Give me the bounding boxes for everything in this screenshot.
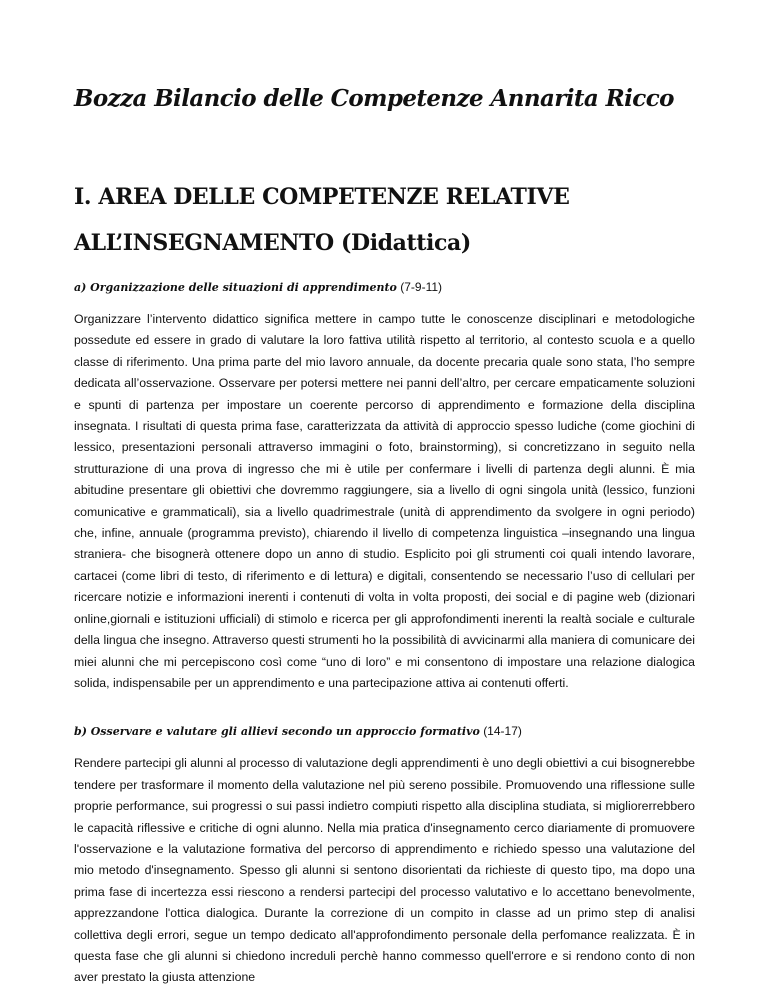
section-b-heading bbox=[74, 722, 695, 741]
section-a-ref: (7-9-11) bbox=[400, 280, 443, 294]
area-heading: I. AREA DELLE COMPETENZE RELATIVE ALL’INSEGNAMENTO (Didattica) bbox=[74, 184, 570, 256]
section-b-label: b) Osservare e valutare gli allievi secondo un approccio formativo bbox=[74, 725, 480, 739]
document-title: Bozza Bilancio delle Competenze Annarita Ricco bbox=[74, 85, 674, 112]
section-a-label: a) Organizzazione delle situazioni di apprendimento bbox=[74, 281, 397, 294]
section-a-heading bbox=[74, 278, 695, 297]
section-b-paragraph: Rendere partecipi gli alunni al processo di valutazione degli apprendimenti è uno degli obiettivi a cui bisognerebbe tendere per trasformare il momento della valutazione nel più sereno possibile. Promuovendo una riflessione sulle proprie performance, sui progressi o sui passi indietro compiuti rispetto alla disciplina studiata, si migliorerrebbero le capacità riflessive e critiche di ogni alunno. Nella mia pratica d'insegnamento cerco diariamente di promuovere l'osservazione e la valutazione formativa del percorso di apprendimento e richiedo spesso una valutazione del mio metodo d'insegnamento. Spesso gli alunni si sentono disorientati da richieste di questo tipo, ma dopo una prima fase di incertezza essi riescono a rendersi partecipi del processo valutativo e lo accettano benevolmente, apprezzandone l'ottica dialogica. Durante la correzione di un compito in classe ad un primo step di analisi collettiva degli errori, segue un tempo dedicato all'approfondimento personale della perfomance realizzata. È in questa fase che gli alunni si chiedono increduli perchè hanno commesso quell'errore e si rendono conto di non aver prestato la giusta attenzione bbox=[74, 756, 695, 985]
section-b-ref: (14-17) bbox=[483, 724, 522, 739]
section-a-paragraph: Organizzare l’intervento didattico significa mettere in campo tutte le conoscenze disciplinari e metodologiche possedute ed essere in grado di valutare la loro fattiva utilità rispetto al territorio, al contesto scuola e a quello classe di riferimento. Una prima parte del mio lavoro annuale, da docente precaria quale sono stata, l’ho sempre dedicata all’osservazione. Osservare per potersi mettere nei panni dell’altro, per cercare empaticamente soluzioni e spunti di partenza per impostare un coerente percorso di apprendimento e formazione della disciplina insegnata. I risultati di questa prima fase, caratterizzata da attività di approccio spesso ludiche (come giochini di lessico, presentazioni personali attraverso immagini o foto, brainstorming), si concretizzano in seguito nella strutturazione di una prova di ingresso che mi è utile per confermare i livelli di partenza degli alunni. È mia abitudine presentare gli obiettivi che dovremmo raggiungere, sia a livello di ogni singola unità (lessico, funzioni comunicative e grammaticali), sia a livello quadrimestrale (unità di apprendimento da svolgere in ogni periodo) che, infine, annuale (programma previsto), chiarendo il livello di competenza linguistica –insegnando una lingua straniera- che bisognerà ottenere dopo un anno di studio. Esplicito poi gli strumenti coi quali intendo lavorare, cartacei (come libri di testo, di riferimento e di lettura) e digitali, consentendo se necessario l’uso di cellulari per ricercare notizie e informazioni inerenti i contenuti di volta in volta proposti, dei social e di pagine web (dizionari online,giornali e istituzioni ufficiali) di stimolo e ricerca per gli approfondimenti inerenti la realtà sociale e culturale della lingua che insegno. Attraverso questi strumenti ho la possibilità di avvicinarmi alla maniera di comunicare dei miei alunni che mi percepiscono così come “uno di loro” e mi consentono di impostare una relazione dialogica solida, indispensabile per un apprendimento e una partecipazione attiva ai contenuti offerti. bbox=[74, 312, 695, 690]
